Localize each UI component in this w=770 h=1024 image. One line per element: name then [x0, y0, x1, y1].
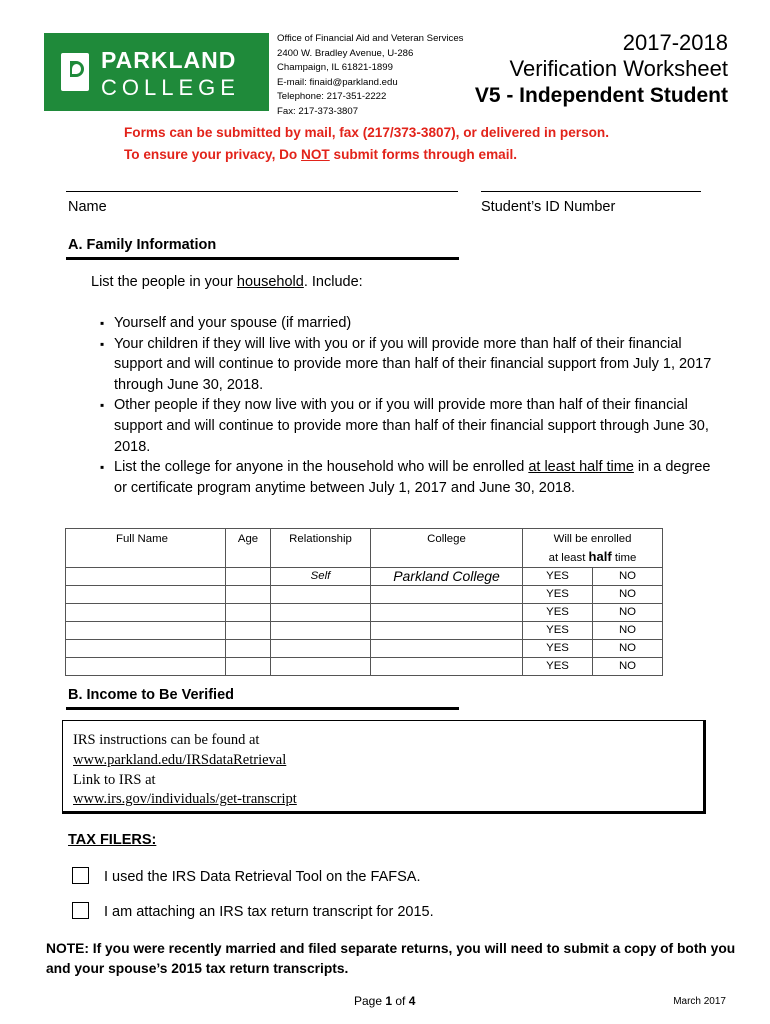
yes-option[interactable]: YES — [523, 604, 593, 622]
worksheet-title: Verification Worksheet — [509, 56, 728, 81]
office-telephone: Telephone: 217-351-2222 — [277, 91, 387, 103]
section-a-rule — [66, 257, 459, 260]
relationship-cell[interactable] — [271, 658, 371, 676]
table-header-row — [66, 529, 663, 568]
household-criteria-list — [100, 313, 718, 498]
no-option[interactable]: NO — [593, 604, 663, 622]
header-age: Age — [226, 529, 271, 568]
no-option[interactable]: NO — [593, 640, 663, 658]
age-cell[interactable] — [226, 604, 271, 622]
tax-transcript-checkbox[interactable] — [72, 902, 89, 919]
name-cell[interactable] — [66, 586, 226, 604]
header-enrolled-half-time: Will be enrolled at least half time — [523, 529, 663, 568]
table-row — [66, 568, 663, 586]
title-block — [475, 30, 728, 109]
name-cell[interactable] — [66, 640, 226, 658]
list-item: ▪ Your children if they will live with you or if you will provide more than half of their financial support and will continue to provide more than half of their financial support from July 1, 2017 through June 30, 2018. — [100, 334, 718, 396]
yes-option[interactable]: YES — [523, 586, 593, 604]
header-relationship: Relationship — [271, 529, 371, 568]
relationship-cell[interactable] — [271, 640, 371, 658]
parkland-leaf-icon — [61, 53, 89, 91]
name-cell[interactable] — [66, 622, 226, 640]
irs-drt-checkbox[interactable] — [72, 867, 89, 884]
yes-option[interactable]: YES — [523, 658, 593, 676]
no-option[interactable]: NO — [593, 622, 663, 640]
parkland-logo — [44, 33, 269, 111]
no-option[interactable]: NO — [593, 586, 663, 604]
table-row — [66, 658, 663, 676]
tax-transcript-label: I am attaching an IRS tax return transcript for 2015. — [104, 904, 434, 920]
student-id-field-line[interactable] — [481, 184, 701, 192]
name-cell[interactable] — [66, 568, 226, 586]
table-row — [66, 640, 663, 658]
age-cell[interactable] — [226, 658, 271, 676]
section-b-heading: B. Income to Be Verified — [68, 687, 234, 703]
college-cell[interactable] — [371, 604, 523, 622]
office-email: E-mail: finaid@parkland.edu — [277, 76, 398, 88]
list-item: ▪ Other people if they now live with you or if you will provide more than half of their financial support and will continue to provide more than half of their financial support through June 30, 2018. — [100, 395, 718, 457]
office-city: Champaign, IL 61821-1899 — [277, 62, 393, 74]
revision-date: March 2017 — [673, 996, 726, 1007]
irs-drt-label: I used the IRS Data Retrieval Tool on the FAFSA. — [104, 869, 421, 885]
page-number: Page 1 of 4 — [354, 994, 416, 1008]
college-cell[interactable] — [371, 586, 523, 604]
name-field-line[interactable] — [66, 184, 458, 192]
list-item: ▪ Yourself and your spouse (if married) — [100, 313, 718, 334]
tax-filers-heading: TAX FILERS: — [68, 832, 157, 848]
office-fax: Fax: 217-373-3807 — [277, 105, 359, 117]
name-label: Name — [68, 199, 107, 215]
student-id-label: Student’s ID Number — [481, 199, 616, 215]
logo-text-parkland: PARKLAND — [101, 47, 237, 73]
no-option[interactable]: NO — [593, 658, 663, 676]
notice-line-1: Forms can be submitted by mail, fax (217/373-3807), or delivered in person. — [124, 125, 610, 140]
relationship-cell[interactable] — [271, 604, 371, 622]
list-item: ▪ List the college for anyone in the household who will be enrolled at least half time in a degree or certificate program anytime between July 1, 2017 and June 30, 2018. — [100, 457, 718, 498]
irs-instructions-box — [62, 720, 706, 814]
table-row — [66, 586, 663, 604]
household-table — [65, 528, 663, 676]
relationship-cell[interactable] — [271, 586, 371, 604]
irs-instructions-text: IRS instructions can be found at — [73, 732, 260, 748]
irs-data-retrieval-link[interactable]: www.parkland.edu/IRSdataRetrieval — [73, 751, 287, 768]
notice-line-2: To ensure your privacy, Do NOT submit forms through email. — [124, 147, 518, 162]
irs-transcript-link[interactable]: www.irs.gov/individuals/get-transcript — [73, 791, 297, 808]
yes-option[interactable]: YES — [523, 568, 593, 586]
age-cell[interactable] — [226, 640, 271, 658]
name-cell[interactable] — [66, 604, 226, 622]
submission-notice — [124, 122, 609, 166]
college-cell[interactable] — [371, 658, 523, 676]
table-row — [66, 622, 663, 640]
table-row — [66, 604, 663, 622]
age-cell[interactable] — [226, 586, 271, 604]
logo-text-college: COLLEGE — [101, 75, 240, 100]
yes-option[interactable]: YES — [523, 640, 593, 658]
section-a-heading: A. Family Information — [68, 237, 217, 253]
married-separate-note: NOTE: If you were recently married and filed separate returns, you will need to submit a copy of both you and your spouse’s 2015 tax return transcripts. — [46, 941, 736, 976]
award-year: 2017-2018 — [622, 30, 728, 55]
office-name: Office of Financial Aid and Veteran Services — [277, 33, 464, 44]
header-full-name: Full Name — [66, 529, 226, 568]
college-cell[interactable] — [371, 622, 523, 640]
college-cell[interactable] — [371, 640, 523, 658]
age-cell[interactable] — [226, 568, 271, 586]
no-option[interactable]: NO — [593, 568, 663, 586]
relationship-cell[interactable] — [271, 622, 371, 640]
section-b-rule — [66, 707, 459, 710]
household-intro: List the people in your household. Include: — [91, 274, 363, 290]
irs-link-text: Link to IRS at — [73, 771, 156, 788]
name-cell[interactable] — [66, 658, 226, 676]
age-cell[interactable] — [226, 622, 271, 640]
office-address: 2400 W. Bradley Avenue, U-286 — [277, 47, 414, 59]
header-college: College — [371, 529, 523, 568]
office-contact-block — [277, 32, 463, 120]
college-cell[interactable]: Parkland College — [371, 568, 523, 586]
worksheet-variant: V5 - Independent Student — [474, 84, 728, 107]
relationship-cell[interactable]: Self — [271, 568, 371, 586]
yes-option[interactable]: YES — [523, 622, 593, 640]
